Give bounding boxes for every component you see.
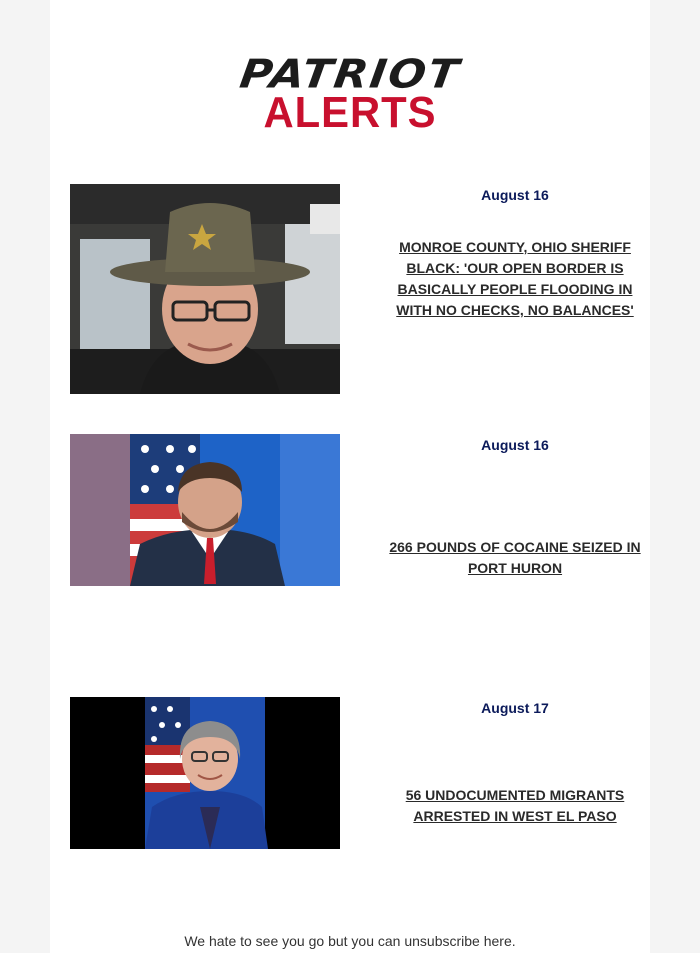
official-photo: [70, 697, 340, 849]
article-headline-link[interactable]: 266 POUNDS OF COCAINE SEIZED IN PORT HURON: [389, 539, 641, 576]
article-item: [70, 184, 634, 394]
patriot-alerts-logo[interactable]: [190, 52, 510, 138]
email-card: [50, 0, 650, 953]
official-photo: [70, 434, 340, 586]
article-date: August 16: [481, 437, 549, 453]
logo-line-patriot: PATRIOT: [236, 51, 464, 98]
article-item: [70, 697, 630, 849]
article-headline-link[interactable]: MONROE COUNTY, OHIO SHERIFF BLACK: 'OUR OPEN BORDER IS BASICALLY PEOPLE FLOODING IN WITH NO CHECKS, NO BALANCES': [396, 239, 634, 318]
article-meta: [380, 436, 650, 579]
article-date: August 17: [481, 700, 549, 716]
article-headline-link[interactable]: 56 UNDOCUMENTED MIGRANTS ARRESTED IN WEST EL PASO: [405, 787, 625, 824]
article-date: August 16: [481, 187, 549, 203]
article-meta: [380, 699, 650, 827]
article-thumbnail-official[interactable]: [70, 434, 340, 586]
article-thumbnail-official[interactable]: [70, 697, 340, 849]
sheriff-photo: [70, 184, 340, 394]
unsubscribe-footer[interactable]: We hate to see you go but you can unsubscribe here.: [184, 933, 516, 949]
logo-line-alerts: ALERTS: [263, 88, 437, 137]
article-thumbnail-sheriff[interactable]: [70, 184, 340, 394]
article-meta: [380, 186, 650, 321]
article-item: [70, 434, 641, 586]
